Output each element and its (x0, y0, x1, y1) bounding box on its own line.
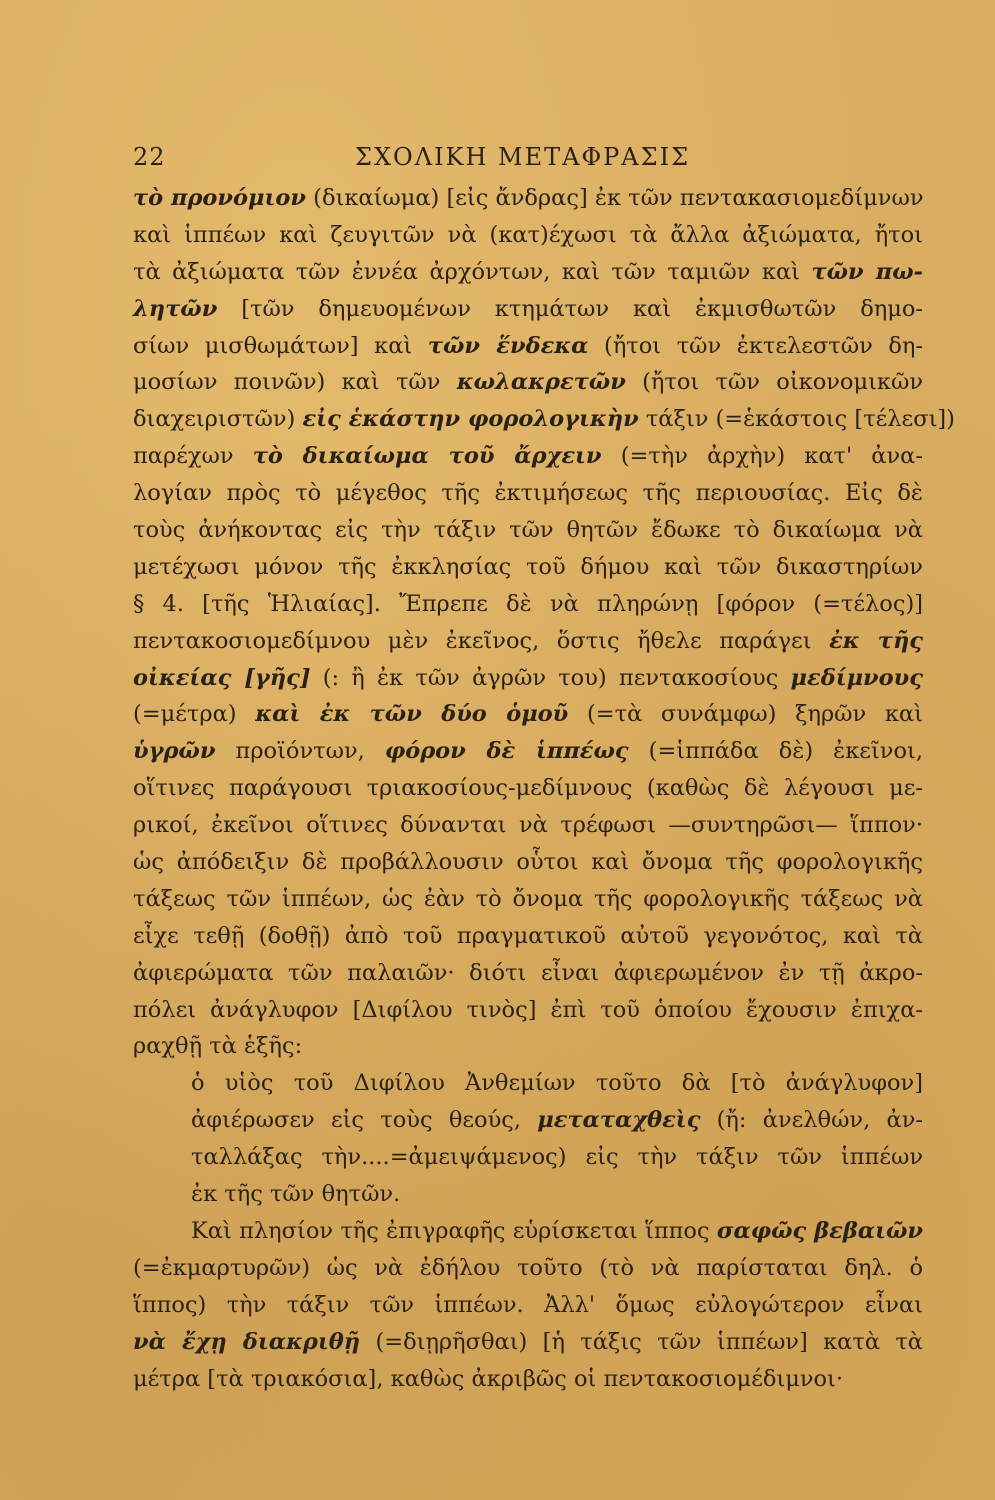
text-line (133, 1028, 923, 1065)
page-number: 22 (133, 143, 166, 171)
text-segment: παρέχων (133, 443, 253, 470)
text-segment: ἀφιέρωσεν εἰς τοὺς θεούς, (191, 1107, 538, 1134)
text-segment: ἐκ τῆς τῶν θητῶν. (191, 1181, 401, 1208)
text-line (133, 807, 923, 844)
text-line (133, 696, 923, 733)
text-segment: εἶχε τεθῇ (δοθῇ) ἀπὸ τοῦ πραγματικοῦ αὐτοῦ γεγονότος, καὶ τὰ (133, 922, 923, 949)
emphasized-text: τῶν πω- (811, 258, 923, 285)
text-segment: τοὺς ἀνήκοντας εἰς τὴν τάξιν τῶν θητῶν ἔδωκε τὸ δικαίωμα νὰ (133, 517, 923, 544)
text-line (133, 586, 923, 623)
text-segment: τάξεως τῶν ἱππέων, ὡς ἐὰν τὸ ὄνομα τῆς φορολογικῆς τάξεως νὰ (133, 885, 923, 912)
text-segment: ὁ υἱὸς τοῦ Διφίλου Ἀνθεμίων τοῦτο δὰ [τὸ ἀνάγλυφον] (191, 1070, 923, 1097)
emphasized-text: νὰ ἔχῃ διακριθῇ (133, 1328, 361, 1355)
emphasized-text: οἰκείας [γῆς] (133, 664, 311, 691)
text-segment: (=τὰ συνάμφω) ξηρῶν καὶ (568, 701, 923, 728)
emphasized-text: κωλακρετῶν (456, 369, 626, 396)
text-segment: μέτρα [τὰ τριακόσια], καθὼς ἀκριβῶς οἱ πεντακοσιομέδιμνοι· (133, 1365, 844, 1392)
page-header (133, 143, 923, 183)
text-segment: (ἤτοι τῶν ἐκτελεστῶν δη- (588, 332, 923, 359)
text-line (133, 180, 923, 217)
emphasized-text: σαφῶς βεβαιῶν (716, 1217, 924, 1244)
emphasized-text: φόρον δὲ ἱππέως (384, 738, 629, 765)
emphasized-text: τὸ δικαίωμα τοῦ ἄρχειν (252, 443, 602, 470)
emphasized-text: λητῶν (133, 295, 218, 322)
text-line (133, 328, 923, 365)
text-line (133, 1324, 923, 1361)
text-line (133, 1102, 923, 1139)
text-segment: πόλει ἀνάγλυφον [Διφίλου τινὸς] ἐπὶ τοῦ ὁποίου ἔχουσιν ἐπιχα- (133, 996, 923, 1023)
text-line (133, 844, 923, 881)
text-line (133, 918, 923, 955)
text-segment: (=ἱππάδα δὲ) ἐκεῖνοι, (628, 738, 923, 765)
text-segment: τὰ ἀξιώματα τῶν ἐννέα ἀρχόντων, καὶ τῶν ταμιῶν καὶ (133, 258, 812, 285)
text-line (133, 438, 923, 475)
text-segment: ἀφιερώματα τῶν παλαιῶν· διότι εἶναι ἀφιερωμένον ἐν τῇ ἀκρο- (133, 959, 923, 986)
text-line (133, 733, 923, 770)
text-segment: λογίαν πρὸς τὸ μέγεθος τῆς ἐκτιμήσεως τῆς περιουσίας. Εἰς δὲ (133, 480, 923, 507)
text-line (133, 660, 923, 697)
text-segment: ταλλάξας τὴν....=ἀμειψάμενος) εἰς τὴν τάξιν τῶν ἱππέων (191, 1144, 923, 1171)
text-segment: § 4. [τῆς Ἡλιαίας]. Ἔπρεπε δὲ νὰ πληρώνῃ [φόρον (=τέλος)] (133, 590, 923, 617)
text-segment: διαχειριστῶν) (133, 406, 303, 433)
text-segment: τάξιν (=ἑκάστοις [τέλεσι]) (638, 406, 955, 433)
text-line (133, 955, 923, 992)
text-line (133, 992, 923, 1029)
text-line (133, 1139, 923, 1176)
emphasized-text: ἐκ τῆς (829, 627, 924, 654)
text-segment: ρικοί, ἐκεῖνοι οἵτινες δύνανται νὰ τρέφωσι —συντηρῶσι— ἵππον· (133, 812, 923, 839)
text-segment: (ἤτοι τῶν οἰκονομικῶν (625, 369, 923, 396)
text-line (133, 549, 923, 586)
text-line (133, 1213, 923, 1250)
text-line (133, 1176, 923, 1213)
text-line (133, 254, 923, 291)
text-segment: ἵππος) τὴν τάξιν τῶν ἱππέων. Ἀλλ' ὅμως εὐλογώτερον εἶναι (133, 1291, 923, 1318)
text-segment: (ἤ: ἀνελθών, ἀν- (700, 1107, 923, 1134)
text-segment: μοσίων ποινῶν) καὶ τῶν (133, 369, 457, 396)
text-segment: καὶ ἱππέων καὶ ζευγιτῶν νὰ (κατ)έχωσι τὰ ἄλλα ἀξιώματα, ἤτοι (133, 221, 923, 248)
text-line (133, 364, 923, 401)
text-line (133, 1250, 923, 1287)
emphasized-text: τὸ προνόμιον (133, 185, 307, 211)
text-line (133, 1287, 923, 1324)
text-segment: (=ἐκμαρτυρῶν) ὡς νὰ ἐδήλου τοῦτο (τὸ νὰ παρίσταται δηλ. ὁ (133, 1254, 923, 1281)
text-segment: (: ἢ ἐκ τῶν ἀγρῶν του) πεντακοσίους (310, 664, 791, 691)
text-line (133, 623, 923, 660)
text-line (133, 512, 923, 549)
running-head: ΣΧΟΛΙΚΗ ΜΕΤΑΦΡΑΣΙΣ (355, 143, 691, 171)
text-line (133, 881, 923, 918)
text-segment: [τῶν δημευομένων κτημάτων καὶ ἐκμισθωτῶν δημο- (217, 295, 923, 322)
text-segment: Καὶ πλησίον τῆς ἐπιγραφῆς εὑρίσκεται ἵππος (191, 1217, 717, 1244)
emphasized-text: τῶν ἕνδεκα (427, 332, 589, 359)
emphasized-text: εἰς ἑκάστην φορολογικὴν (302, 406, 639, 433)
emphasized-text: μεταταχθεὶς (537, 1107, 701, 1134)
text-line (133, 475, 923, 512)
text-segment: (=τὴν ἀρχὴν) κατ' ἀνα- (601, 443, 923, 470)
body-text (133, 180, 955, 1397)
text-segment: (δικαίωμα) [εἰς ἄνδρας] ἐκ τῶν πεντακασιομεδίμνων (306, 185, 924, 211)
text-line (133, 1361, 923, 1398)
text-line (133, 291, 923, 328)
text-line (133, 217, 923, 254)
text-line (133, 401, 955, 438)
emphasized-text: καὶ ἐκ τῶν δύο ὁμοῦ (255, 701, 569, 728)
text-segment: (=διῃρῆσθαι) [ἡ τάξις τῶν ἱππέων] κατὰ τὰ (360, 1328, 923, 1355)
text-segment: οἵτινες παράγουσι τριακοσίους-μεδίμνους (καθὼς δὲ λέγουσι με- (133, 775, 923, 802)
text-segment: προϊόντων, (215, 738, 385, 765)
text-segment: (=μέτρα) (133, 701, 256, 728)
text-line (133, 1065, 923, 1102)
text-segment: ὡς ἀπόδειξιν δὲ προβάλλουσιν οὗτοι καὶ ὄνομα τῆς φορολογικῆς (133, 849, 923, 876)
text-segment: πεντακοσιομεδίμνου μὲν ἐκεῖνος, ὅστις ἤθελε παράγει (133, 627, 830, 654)
emphasized-text: μεδίμνους (790, 664, 923, 691)
text-segment: μετέχωσι μόνον τῆς ἐκκλησίας τοῦ δήμου καὶ τῶν δικαστηρίων (133, 553, 923, 580)
text-segment: ραχθῇ τὰ ἑξῆς: (133, 1033, 303, 1060)
text-segment: σίων μισθωμάτων] καὶ (133, 332, 428, 359)
text-line (133, 770, 923, 807)
emphasized-text: ὑγρῶν (133, 738, 216, 765)
